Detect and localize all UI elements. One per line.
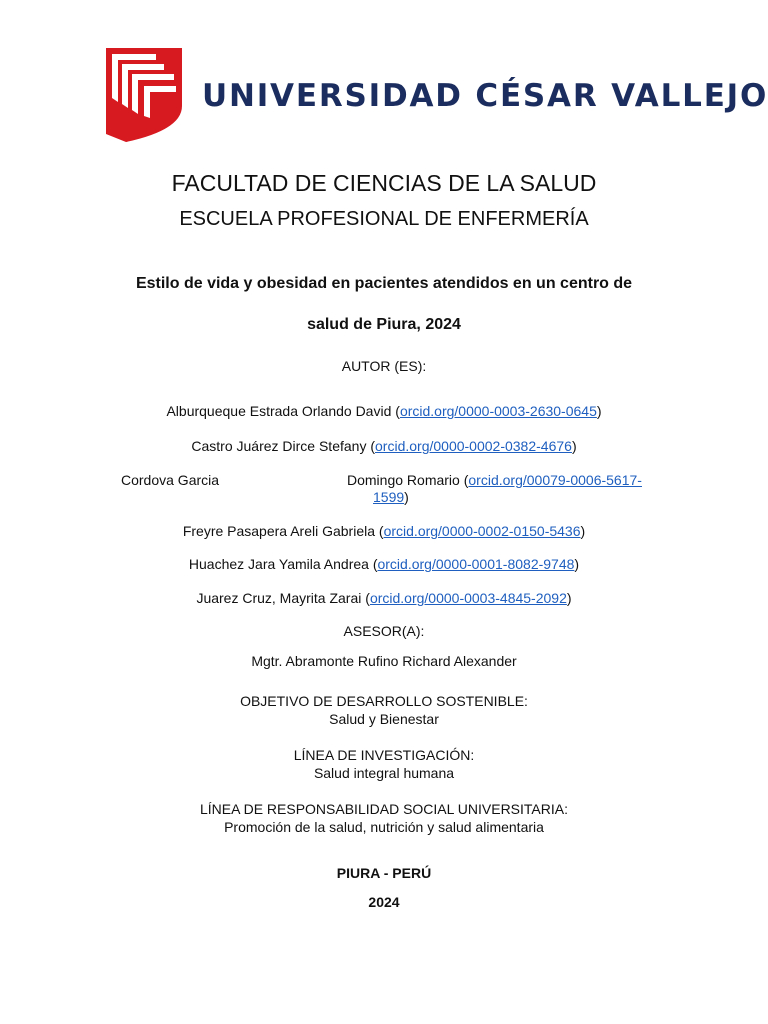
paren-close: ) (574, 556, 580, 572)
advisor-label: ASESOR(A): (343, 623, 425, 639)
author-entry (0, 523, 768, 539)
university-header (104, 44, 768, 144)
ods-value: Salud y Bienestar (329, 711, 439, 727)
year: 2024 (368, 894, 400, 910)
paren-close: ) (571, 438, 577, 454)
university-shield-icon (104, 44, 184, 144)
thesis-title-line-2: salud de Piura, 2024 (307, 316, 461, 333)
orcid-link[interactable]: orcid.org/0000-0002-0382-4676 (375, 438, 572, 454)
paren-open: ( (372, 556, 378, 572)
authors-label: AUTOR (ES): (341, 358, 427, 374)
rsu-line-label: LÍNEA DE RESPONSABILIDAD SOCIAL UNIVERSITARIA: (200, 801, 568, 817)
ods-label: OBJETIVO DE DESARROLLO SOSTENIBLE: (240, 693, 528, 709)
advisor-name: Mgtr. Abramonte Rufino Richard Alexander (251, 653, 517, 669)
author-entry (0, 403, 768, 419)
university-name: UNIVERSIDAD CÉSAR VALLEJO (202, 78, 768, 114)
author-name: Juarez Cruz, Mayrita Zarai (196, 590, 362, 606)
orcid-link[interactable]: orcid.org/00079-0006-5617- (468, 472, 642, 488)
orcid-link[interactable]: orcid.org/0000-0002-0150-5436 (383, 523, 581, 539)
place: PIURA - PERÚ (336, 865, 432, 881)
paren-close: ) (566, 590, 572, 606)
faculty-name: FACULTAD DE CIENCIAS DE LA SALUD (171, 170, 597, 196)
author-name: Huachez Jara Yamila Andrea (188, 556, 369, 572)
research-line-value: Salud integral humana (313, 765, 455, 781)
author-name-part-2: Domingo Romario (347, 472, 460, 488)
rsu-line-section (0, 800, 768, 836)
paren-open: ( (395, 403, 400, 419)
author-entry (0, 556, 768, 572)
research-line-section (0, 746, 768, 782)
author-entry-continued (347, 472, 677, 506)
paren-open: ( (463, 472, 469, 488)
rsu-line-value: Promoción de la salud, nutrición y salud alimentaria (224, 819, 544, 835)
research-line-label: LÍNEA DE INVESTIGACIÓN: (293, 747, 475, 763)
author-name: Freyre Pasapera Areli Gabriela (182, 523, 376, 539)
paren-open: ( (378, 523, 384, 539)
orcid-link[interactable]: orcid.org/0000-0001-8082-9748 (377, 556, 575, 572)
school-name: ESCUELA PROFESIONAL DE ENFERMERÍA (179, 208, 589, 230)
orcid-link-continued[interactable]: 1599 (373, 489, 405, 505)
paren-close: ) (596, 403, 602, 419)
paren-close: ) (580, 523, 586, 539)
paren-open: ( (370, 438, 376, 454)
orcid-link[interactable]: orcid.org/0000-0003-2630-0645 (399, 403, 597, 419)
orcid-link[interactable]: orcid.org/0000-0003-4845-2092 (369, 590, 567, 606)
thesis-title-line-1: Estilo de vida y obesidad en pacientes atendidos en un centro de (135, 275, 633, 292)
author-name-part-1: Cordova Garcia (121, 472, 220, 488)
ods-section (0, 692, 768, 728)
paren-open: ( (365, 590, 370, 606)
author-entry (0, 438, 768, 454)
author-entry (0, 590, 768, 606)
paren-close: ) (404, 489, 409, 505)
author-name: Alburqueque Estrada Orlando David (166, 403, 392, 419)
author-name: Castro Juárez Dirce Stefany (191, 438, 367, 454)
